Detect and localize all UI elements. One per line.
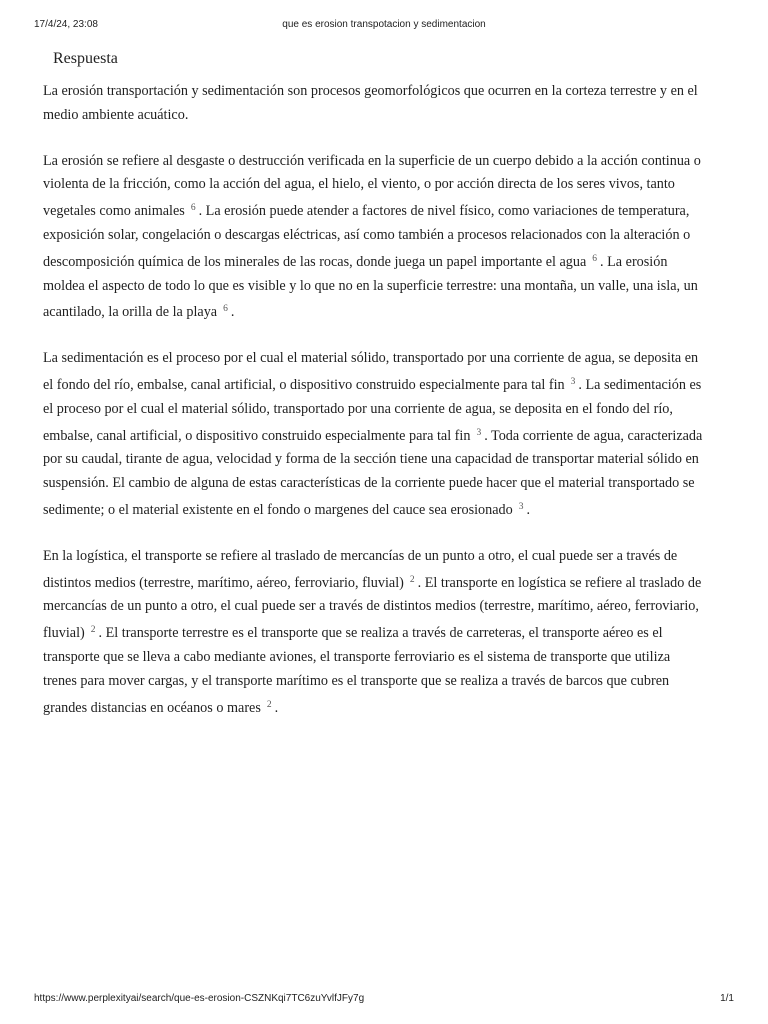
- answer-paragraph: [43, 80, 703, 128]
- citation-link[interactable]: 6: [223, 304, 228, 315]
- answer-content: [43, 47, 703, 720]
- answer-paragraph: [43, 545, 703, 721]
- citation-link[interactable]: 3: [518, 501, 524, 512]
- paragraph-text: La erosión transportación y sedimentación son procesos geomorfológicos que ocurren en la corteza terrestre y en el medio ambiente acuático.: [43, 83, 698, 123]
- paragraph-text: . La erosión puede atender a factores de nivel físico, como variaciones de temperatura, exposición solar, congelación o descargas eléctricas, así como también a procesos relacionados con la alteración o descomposición química de los minerales de las rocas, donde juega un papel importante el agua: [43, 203, 691, 270]
- page-number: 1/1: [720, 993, 734, 1004]
- answer-paragraph: [43, 150, 703, 326]
- citation-link[interactable]: 3: [476, 427, 482, 438]
- paragraph-text: . Toda corriente de agua, caracterizada por su caudal, tirante de agua, velocidad y forma de la sección tiene una capacidad de transportar material sólido en suspensión. El cambio de alguna de estas características de la corriente puede hacer que el material transportado se sedimente; o el material existente en el fondo o margenes del cauce sea erosionado: [43, 427, 703, 518]
- citation-link[interactable]: 2: [266, 699, 272, 710]
- page-url[interactable]: https://www.perplexityai/search/que-es-erosion-CSZNKqi7TC6zuYvlfJFy7g: [34, 993, 365, 1004]
- paragraph-text: La erosión se refiere al desgaste o destrucción verificada en la superficie de un cuerpo debido a la acción continua o violenta de la fricción, como la acción del agua, el hielo, el viento, o por acción directa de los seres vivos, tanto vegetales como animales: [43, 152, 701, 220]
- citation-link[interactable]: 2: [90, 625, 96, 636]
- citation-link[interactable]: 6: [190, 203, 196, 214]
- paragraph-text: . El transporte terrestre es el transporte que se realiza a través de carreteras, el transporte aéreo es el transporte que se lleva a cabo mediante aviones, el transporte ferroviario es el sistema de transporte que utiliza trenes para mover cargas, y el transporte marítimo es el transporte que se realiza a través de barcos que cubren grandes distancias en océanos o mares: [43, 625, 671, 716]
- citation-link[interactable]: 3: [570, 376, 576, 387]
- paragraph-text: .: [526, 501, 531, 518]
- print-datetime: 17/4/24, 23:08: [34, 19, 98, 30]
- document-title: que es erosion transpotacion y sedimentacion: [282, 19, 486, 30]
- paragraph-text: .: [274, 699, 279, 716]
- citation-link[interactable]: 2: [409, 574, 415, 585]
- paragraph-text: . La erosión moldea el aspecto de todo lo que es visible y lo que no en la superficie terrestre: una montaña, un valle, una isla, un acantilado, la orilla de la playa: [43, 253, 698, 321]
- answer-heading: Respuesta: [53, 50, 118, 67]
- print-footer: [0, 990, 768, 1010]
- citation-link[interactable]: 6: [592, 253, 598, 264]
- paragraph-text: . El transporte en logística se refiere al traslado de mercancías de un punto a otro, el cual puede ser a través de distintos medios (terrestre, marítimo, aéreo, ferroviario, fluvial): [43, 574, 702, 642]
- print-header: [0, 0, 768, 40]
- paragraph-text: . La sedimentación es el proceso por el cual el material sólido, transportado por una corriente de agua, se deposita en el fondo del río, embalse, canal artificial, o dispositivo construido especialmente para tal fin: [43, 376, 702, 444]
- paragraph-text: En la logística, el transporte se refiere al traslado de mercancías de un punto a otro, el cual puede ser a través de distintos medios (terrestre, marítimo, aéreo, ferroviario, fluvial): [43, 547, 678, 591]
- answer-paragraph: [43, 347, 703, 523]
- paragraph-text: La sedimentación es el proceso por el cual el material sólido, transportado por una corriente de agua, se deposita en el fondo del río, embalse, canal artificial, o dispositivo construido especialmente para tal fin: [43, 350, 699, 393]
- paragraph-text: .: [230, 304, 235, 321]
